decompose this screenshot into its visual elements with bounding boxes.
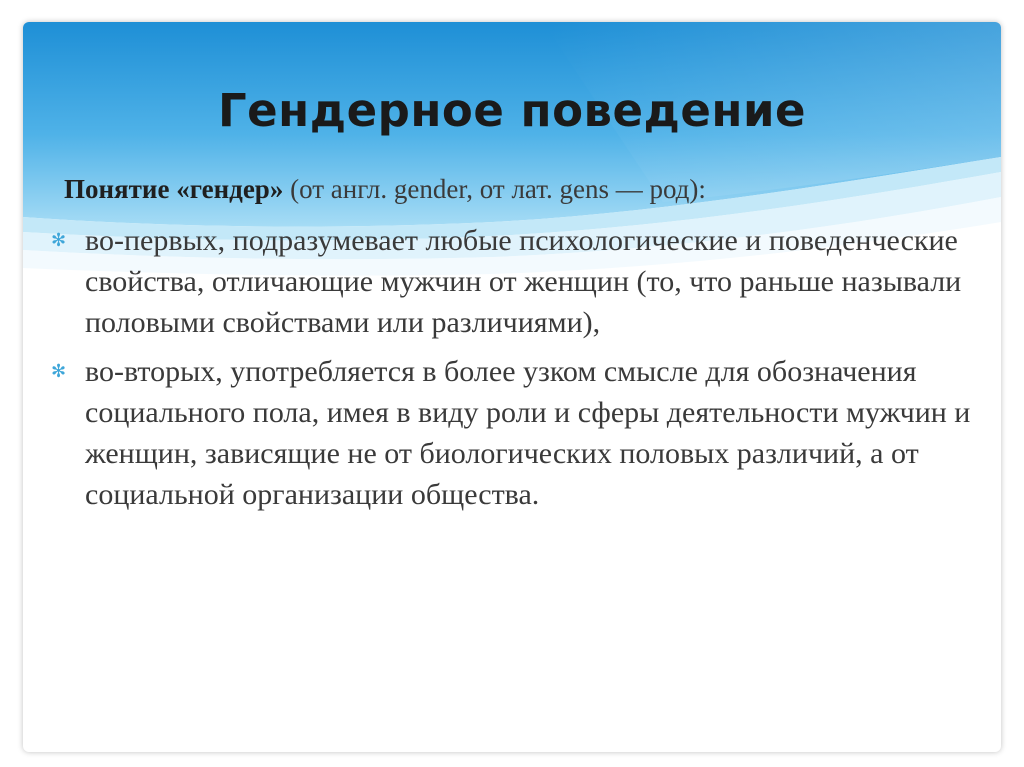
bullet-item: [41, 220, 971, 343]
asterisk-bullet-icon: ✻: [51, 361, 67, 382]
definition-text: (от англ. gender, от лат. gens — род):: [283, 174, 706, 204]
slide: [23, 22, 1001, 752]
bullet-list: [41, 220, 971, 523]
definition-line: [64, 174, 706, 205]
bullet-text: во-первых, подразумевает любые психологические и поведенческие свойства, отличающие мужчин от женщин (то, что раньше называли половыми свойствами или различиями),: [85, 224, 962, 339]
slide-title: Гендерное поведение: [217, 84, 807, 137]
asterisk-bullet-icon: ✻: [51, 230, 67, 251]
bullet-item: [41, 351, 971, 515]
definition-term: Понятие «гендер»: [64, 174, 284, 204]
bullet-text: во-вторых, употребляется в более узком смысле для обозначения социального пола, имея в виду роли и сферы деятельности мужчин и женщин, зависящие не от биологических половых различий, а от социальной организации общества.: [85, 355, 971, 511]
